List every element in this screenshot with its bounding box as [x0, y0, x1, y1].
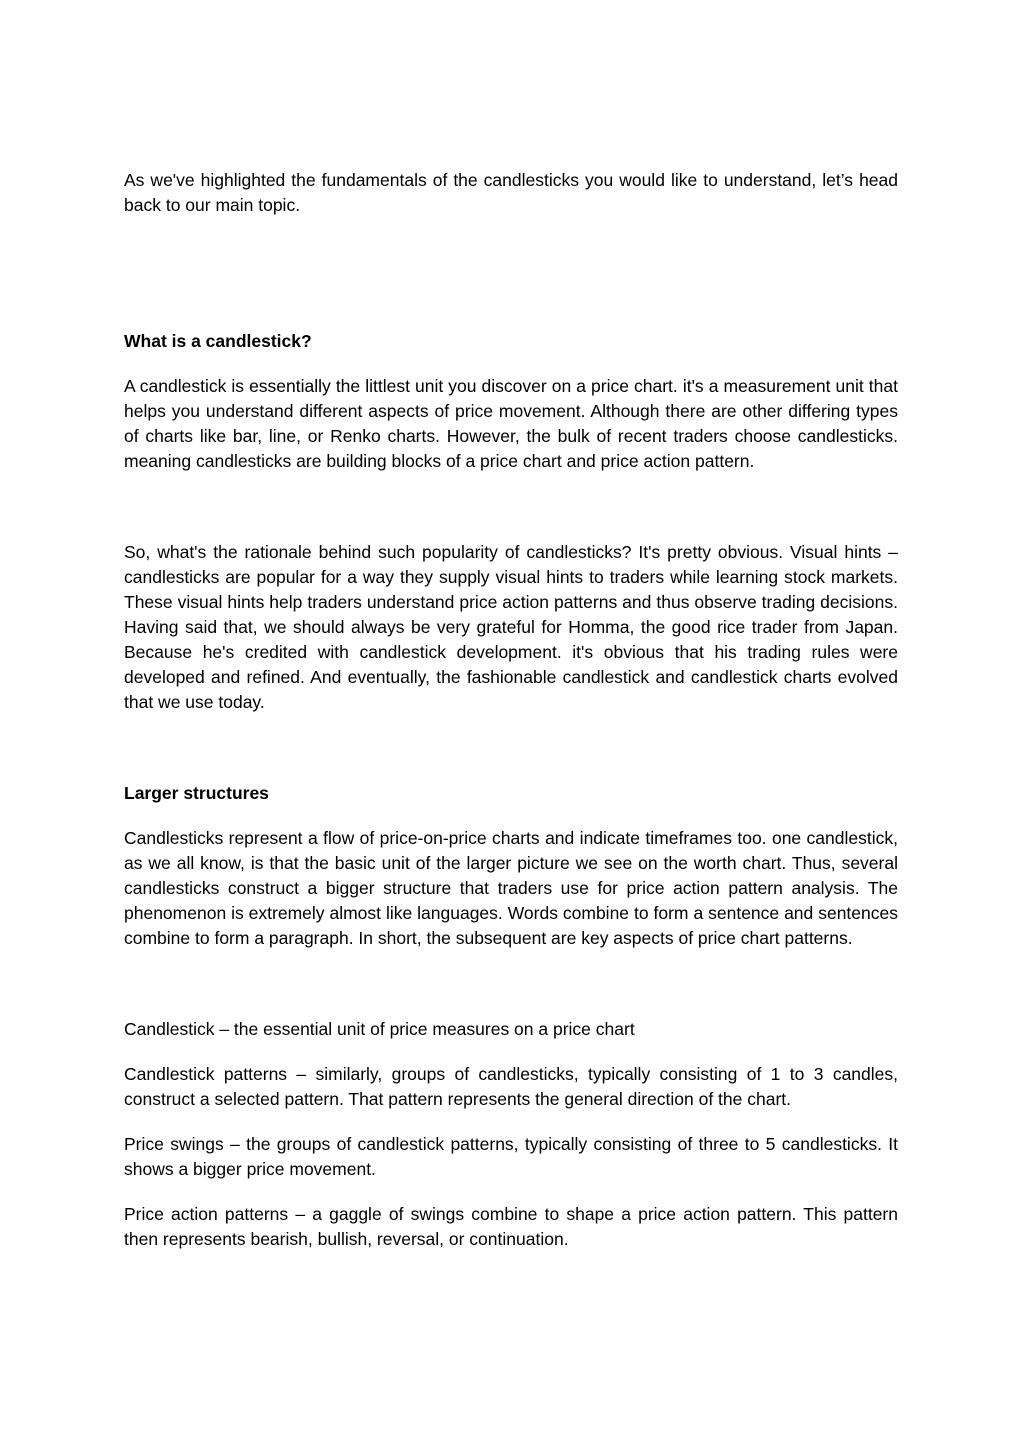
list-item-price-action-patterns: Price action patterns – a gaggle of swings combine to shape a price action pattern. This pattern then represents bearish, bullish, reversal, or continuation. — [124, 1204, 898, 1249]
list-item-candlestick: Candlestick – the essential unit of price measures on a price chart — [124, 1019, 635, 1039]
list-item-price-swings: Price swings – the groups of candlestick patterns, typically consisting of three to 5 candlesticks. It shows a bigger price movement. — [124, 1134, 898, 1179]
larger-structures-paragraph: Candlesticks represent a flow of price-on-price charts and indicate timeframes too. one candlestick, as we all know, is that the basic unit of the larger picture we see on the worth chart. Thus, several candlesticks construct a bigger structure that traders use for price action pattern analysis. The phenomenon is extremely almost like languages. Words combine to form a sentence and sentences combine to form a paragraph. In short, the subsequent are key aspects of price chart patterns. — [124, 828, 898, 948]
list-item-candlestick-patterns: Candlestick patterns – similarly, groups of candlesticks, typically consisting of 1 to 3 candles, construct a selected pattern. That pattern represents the general direction of the chart. — [124, 1064, 898, 1109]
candlestick-popularity-paragraph: So, what's the rationale behind such popularity of candlesticks? It's pretty obvious. Visual hints – candlesticks are popular for a way they supply visual hints to traders while learning stock markets. These visual hints help traders understand price action patterns and thus observe trading decisions. Having said that, we should always be very grateful for Homma, the good rice trader from Japan. Because he's credited with candlestick development. it's obvious that his trading rules were developed and refined. And eventually, the fashionable candlestick and candlestick charts evolved that we use today. — [124, 542, 898, 712]
intro-paragraph: As we've highlighted the fundamentals of the candlesticks you would like to understand, let’s head back to our main topic. — [124, 170, 898, 215]
heading-what-is-a-candlestick: What is a candlestick? — [124, 331, 312, 351]
document-page — [124, 168, 898, 1252]
candlestick-definition-paragraph: A candlestick is essentially the littlest unit you discover on a price chart. it's a measurement unit that helps you understand different aspects of price movement. Although there are other differing types of charts like bar, line, or Renko charts. However, the bulk of recent traders choose candlesticks. meaning candlesticks are building blocks of a price chart and price action pattern. — [124, 376, 898, 471]
heading-larger-structures: Larger structures — [124, 783, 269, 803]
